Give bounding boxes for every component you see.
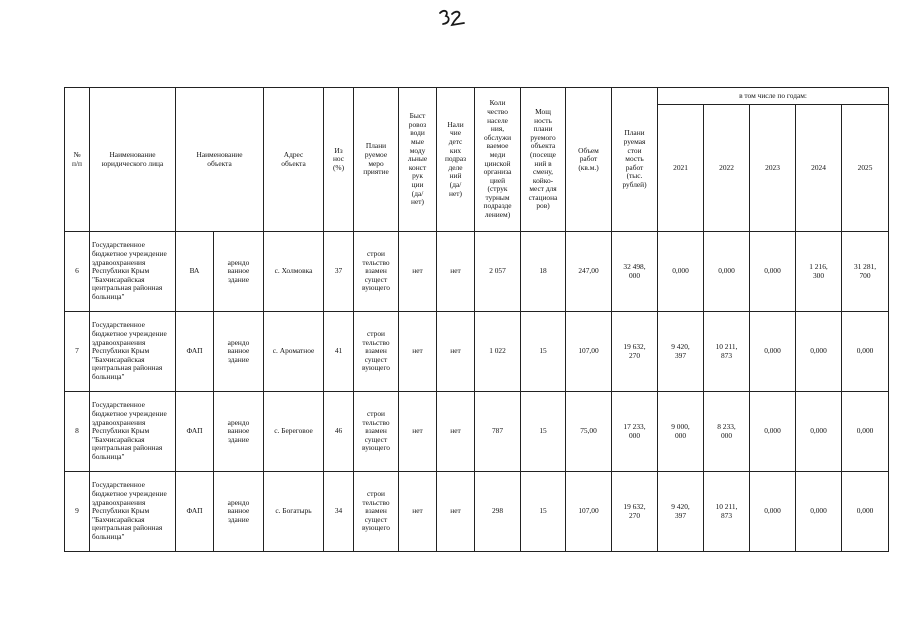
cell-capacity: 15 xyxy=(521,472,566,552)
cell-legal-entity: Государственное бюджетное учреждение здравоохранения Республики Крым "Бахчисарайская центральная районная больница" xyxy=(90,312,176,392)
table-row xyxy=(65,312,889,392)
cell-num: 7 xyxy=(65,312,90,392)
cell-year-2023: 0,000 xyxy=(750,392,796,472)
cell-quick-build: нет xyxy=(399,472,437,552)
cell-address: с. Холмовка xyxy=(264,232,324,312)
cell-address: с. Богатырь xyxy=(264,472,324,552)
header-year-2025: 2025 xyxy=(842,105,889,232)
header-num: № п/п xyxy=(65,88,90,232)
table-row xyxy=(65,472,889,552)
cell-object-type: ФАП xyxy=(176,472,214,552)
cell-wear: 37 xyxy=(324,232,354,312)
cell-object-type: ФАП xyxy=(176,392,214,472)
objects-table xyxy=(64,87,889,552)
cell-year-2022: 10 211, 873 xyxy=(704,472,750,552)
cell-wear: 34 xyxy=(324,472,354,552)
header-year-2024: 2024 xyxy=(796,105,842,232)
cell-capacity: 15 xyxy=(521,312,566,392)
cell-quick-build: нет xyxy=(399,392,437,472)
header-wear: Из нос (%) xyxy=(324,88,354,232)
cell-legal-entity: Государственное бюджетное учреждение здравоохранения Республики Крым "Бахчисарайская центральная районная больница" xyxy=(90,472,176,552)
cell-object: арендо ванное здание xyxy=(214,312,264,392)
cell-measure: строи тельство взамен сущест вующего xyxy=(354,312,399,392)
cell-object-type: ВА xyxy=(176,232,214,312)
cell-year-2023: 0,000 xyxy=(750,232,796,312)
cell-num: 6 xyxy=(65,232,90,312)
cell-children: нет xyxy=(437,312,475,392)
header-year-2021: 2021 xyxy=(658,105,704,232)
cell-population: 298 xyxy=(475,472,521,552)
cell-measure: строи тельство взамен сущест вующего xyxy=(354,232,399,312)
header-legal-entity: Наименование юридического лица xyxy=(90,88,176,232)
handwritten-page-number xyxy=(436,8,468,28)
table-row xyxy=(65,392,889,472)
cell-object: арендо ванное здание xyxy=(214,392,264,472)
cell-year-2024: 0,000 xyxy=(796,312,842,392)
cell-num: 8 xyxy=(65,392,90,472)
header-capacity: Мощ ность плани руемого объекта (посеще ний в смену, койко- мест для стациона ров) xyxy=(521,88,566,232)
cell-capacity: 15 xyxy=(521,392,566,472)
cell-year-2021: 9 420, 397 xyxy=(658,312,704,392)
header-population: Коли чество населе ния, обслужи ваемое меди цинской организа цией (струк турным подразде лением) xyxy=(475,88,521,232)
cell-cost: 19 632, 270 xyxy=(612,312,658,392)
cell-volume: 107,00 xyxy=(566,312,612,392)
cell-measure: строи тельство взамен сущест вующего xyxy=(354,472,399,552)
cell-cost: 17 233, 000 xyxy=(612,392,658,472)
cell-year-2024: 1 216, 300 xyxy=(796,232,842,312)
header-children-units: Нали чие детс ких подраз деле ний (да/ нет) xyxy=(437,88,475,232)
cell-year-2025: 31 281, 700 xyxy=(842,232,889,312)
cell-capacity: 18 xyxy=(521,232,566,312)
cell-object-type: ФАП xyxy=(176,312,214,392)
cell-cost: 32 498, 000 xyxy=(612,232,658,312)
header-quick-build: Быст ровоз води мые моду льные конст рук ции (да/ нет) xyxy=(399,88,437,232)
header-year-2022: 2022 xyxy=(704,105,750,232)
cell-population: 1 022 xyxy=(475,312,521,392)
table-header-row-1 xyxy=(65,88,889,105)
header-planned-measure: Плани руемое меро приятие xyxy=(354,88,399,232)
cell-wear: 46 xyxy=(324,392,354,472)
cell-children: нет xyxy=(437,392,475,472)
cell-quick-build: нет xyxy=(399,312,437,392)
header-volume: Объем работ (кв.м.) xyxy=(566,88,612,232)
cell-year-2021: 9 000, 000 xyxy=(658,392,704,472)
cell-volume: 75,00 xyxy=(566,392,612,472)
header-year-2023: 2023 xyxy=(750,105,796,232)
cell-object: арендо ванное здание xyxy=(214,472,264,552)
cell-year-2022: 8 233, 000 xyxy=(704,392,750,472)
header-by-years: в том числе по годам: xyxy=(658,88,889,105)
cell-num: 9 xyxy=(65,472,90,552)
cell-address: с. Береговое xyxy=(264,392,324,472)
cell-volume: 107,00 xyxy=(566,472,612,552)
cell-quick-build: нет xyxy=(399,232,437,312)
cell-year-2023: 0,000 xyxy=(750,312,796,392)
cell-children: нет xyxy=(437,472,475,552)
cell-year-2025: 0,000 xyxy=(842,472,889,552)
table-row xyxy=(65,232,889,312)
cell-object: арендо ванное здание xyxy=(214,232,264,312)
cell-year-2021: 9 420, 397 xyxy=(658,472,704,552)
cell-legal-entity: Государственное бюджетное учреждение здравоохранения Республики Крым "Бахчисарайская центральная районная больница" xyxy=(90,232,176,312)
cell-volume: 247,00 xyxy=(566,232,612,312)
cell-year-2021: 0,000 xyxy=(658,232,704,312)
cell-population: 787 xyxy=(475,392,521,472)
cell-children: нет xyxy=(437,232,475,312)
cell-cost: 19 632, 270 xyxy=(612,472,658,552)
cell-measure: строи тельство взамен сущест вующего xyxy=(354,392,399,472)
cell-address: с. Ароматное xyxy=(264,312,324,392)
cell-legal-entity: Государственное бюджетное учреждение здравоохранения Республики Крым "Бахчисарайская центральная районная больница" xyxy=(90,392,176,472)
header-object-name: Наименование объекта xyxy=(176,88,264,232)
header-planned-cost: Плани руемая стои мость работ (тыс. рублей) xyxy=(612,88,658,232)
cell-year-2025: 0,000 xyxy=(842,392,889,472)
cell-wear: 41 xyxy=(324,312,354,392)
cell-year-2023: 0,000 xyxy=(750,472,796,552)
header-address: Адрес объекта xyxy=(264,88,324,232)
cell-year-2022: 10 211, 873 xyxy=(704,312,750,392)
cell-year-2025: 0,000 xyxy=(842,312,889,392)
cell-year-2024: 0,000 xyxy=(796,472,842,552)
cell-year-2022: 0,000 xyxy=(704,232,750,312)
cell-population: 2 057 xyxy=(475,232,521,312)
cell-year-2024: 0,000 xyxy=(796,392,842,472)
